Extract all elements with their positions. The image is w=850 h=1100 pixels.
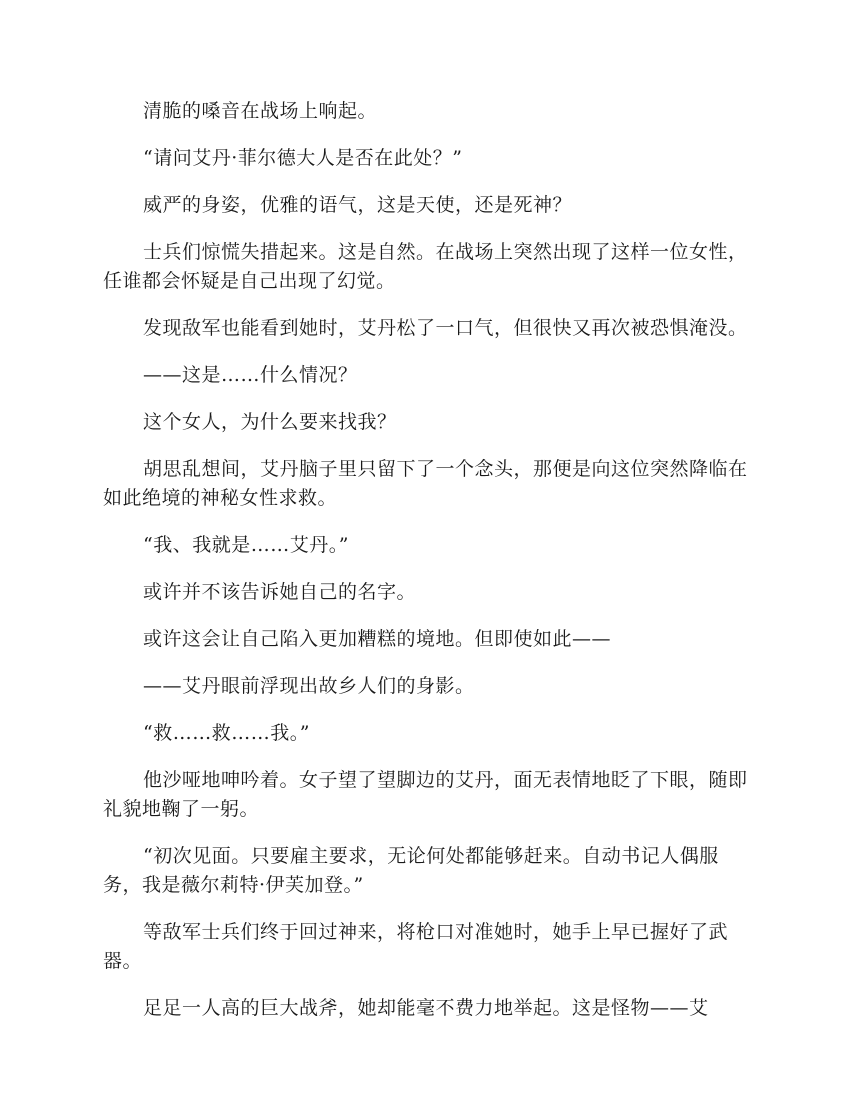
paragraph: 发现敌军也能看到她时，艾丹松了一口气，但很快又再次被恐惧淹没。	[143, 317, 748, 339]
paragraph: 等敌军士兵们终于回过神来，将枪口对准她时，她手上早已握好了武器。	[103, 921, 729, 972]
paragraph: 他沙哑地呻吟着。女子望了望脚边的艾丹，面无表情地眨了下眼，随即礼貌地鞠了一躬。	[103, 769, 748, 820]
paragraph: “我、我就是……艾丹。”	[143, 534, 349, 556]
paragraph: 胡思乱想间，艾丹脑子里只留下了一个念头，那便是向这位突然降临在如此绝境的神秘女性求救。	[103, 458, 748, 509]
paragraph: 士兵们惊慌失措起来。这是自然。在战场上突然出现了这样一位女性，任谁都会怀疑是自己出现了幻觉。	[103, 241, 748, 292]
paragraph: 或许这会让自己陷入更加糟糕的境地。但即使如此——	[143, 628, 612, 650]
paragraph: “初次见面。只要雇主要求，无论何处都能够赶来。自动书记人偶服务，我是薇尔莉特·伊芙加登。”	[103, 845, 719, 896]
body-text	[103, 97, 753, 1041]
paragraph: ——艾丹眼前浮现出故乡人们的身影。	[143, 675, 475, 697]
paragraph: 足足一人高的巨大战斧，她却能毫不费力地举起。这是怪物——艾	[143, 997, 709, 1019]
paragraph: ——这是……什么情况？	[143, 364, 358, 386]
paragraph: 这个女人，为什么要来找我？	[143, 411, 397, 433]
paragraph: “救……救……我。”	[143, 722, 310, 744]
paragraph: 威严的身姿，优雅的语气，这是天使，还是死神？	[143, 194, 573, 216]
paragraph: 清脆的嗓音在战场上响起。	[143, 100, 378, 122]
paragraph: “请问艾丹·菲尔德大人是否在此处？”	[143, 147, 463, 169]
paragraph: 或许并不该告诉她自己的名字。	[143, 581, 417, 603]
